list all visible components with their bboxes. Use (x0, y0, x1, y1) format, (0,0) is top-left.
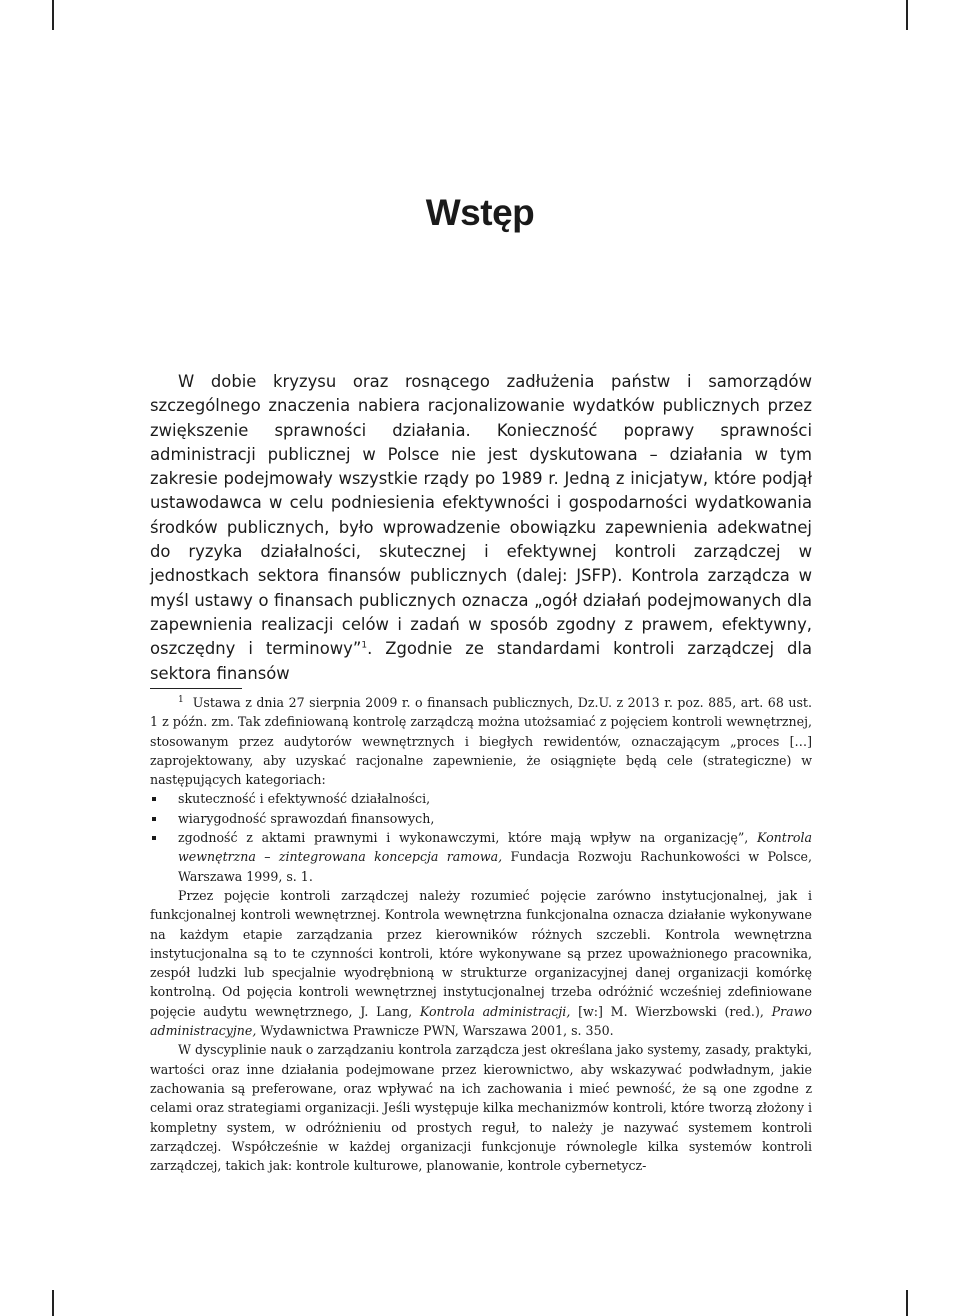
footnote-paragraph: Przez pojęcie kontroli zarządczej należy rozumieć pojęcie zarówno instytucjonalnej, jak i funkcjonalnej kontroli wewnętrznej. Kontrola wewnętrzna funkcjonalna oznacza działanie wykonywane na każdym etapie zarządzania przez kierowników różnych szczebli. Kontrola wewnętrzna instytucjonalna są to te czynności kontroli, które wykonywane są przez upoważnionego pracownika, zespół ludzki lub specjalnie wyodrębnioną w strukturze organizacyjnej danej organizacji komórkę kontrolną. Od pojęcia kontroli wewnętrznej instytucjonalnej trzeba odróżnić wcześniej zdefiniowane pojęcie audytu wewnętrznego, J. Lang, Kontrola administracji, [w:] M. Wierzbowski (red.), Prawo administracyjne, Wydawnictwa Prawnicze PWN, Warszawa 2001, s. 350. (150, 887, 812, 1039)
bullet-icon (152, 817, 156, 821)
main-paragraph-end: . Zgodnie ze standardami kontroli zarządczej dla sektora finansów (150, 639, 812, 683)
crop-mark (906, 1290, 908, 1316)
footnote-text: Ustawa z dnia 27 sierpnia 2009 r. o finansach publicznych, Dz.U. z 2013 r. poz. 885, art. 68 ust. 1 z późn. zm. Tak zdefiniowaną kontrolę zarządczą można utożsamiać z pojęciem kontroli wewnętrznej, stosowanym przez audytorów wewnętrznych i biegłych rewidentów, oznaczającym „proces […] zaprojektowany, aby uzyskać racjonalne zapewnienie, że osiągnięte będą cele (strategiczne) w następujących kategoriach: (150, 695, 812, 788)
footnote-separator (150, 688, 242, 689)
page-title: Wstęp (425, 192, 535, 233)
main-paragraph-text: W dobie kryzysu oraz rosnącego zadłużenia państw i samorządów szczególnego znaczenia nabiera racjonalizowanie wydatków publicznych przez zwiększenie sprawności działania. Konieczność poprawy sprawności administracji publicznej w Polsce nie jest dyskutowana – działania w tym zakresie podejmowały wszystkie rządy po 1989 r. Jedną z inicjatyw, które podjął ustawodawca w celu podniesienia efektywności i gospodarności wydatkowania środków publicznych, było wprowadzenie obowiązku zapewnienia adekwatnej do ryzyka działalności, skutecznej i efektywnej kontroli zarządczej w jednostkach sektora finansów publicznych (dalej: JSFP). Kontrola zarządcza w myśl ustawy o finansach publicznych oznacza „ogół działań podejmowanych dla zapewnienia realizacji celów i zadań w sposób zgodny z prawem, efektywny, oszczędny i terminowy” (150, 372, 812, 659)
footnote-number: 1 (178, 694, 184, 705)
footnote-paragraph (150, 693, 812, 789)
citation-title: Prawo administracyjne, (150, 1003, 812, 1039)
bullet-icon (152, 797, 156, 801)
crop-mark (52, 0, 54, 30)
bullet-icon (152, 836, 156, 840)
crop-mark (906, 0, 908, 30)
main-paragraph (150, 370, 812, 686)
footnote-reference: 1 (361, 640, 368, 651)
citation-title: Kontrola administracji, (419, 1003, 571, 1019)
list-item: wiarygodność sprawozdań finansowych, (150, 809, 812, 828)
list-item: zgodność z aktami prawnymi i wykonawczymi, które mają wpływ na organizację”, Kontrola wewnętrzna – zintegrowana koncepcja ramowa, Fundacja Rozwoju Rachunkowości w Polsce, Warszawa 1999, s. 1. (150, 828, 812, 886)
citation-title: Kontrola wewnętrzna – zintegrowana koncepcja ramowa, (178, 830, 812, 865)
main-text (150, 370, 812, 686)
footnote-paragraph: W dyscyplinie nauk o zarządzaniu kontrola zarządcza jest określana jako systemy, zasady, praktyki, wartości oraz inne działania podejmowane przez kierownictwo, aby wskazywać podwładnym, jakie zachowania są preferowane, oraz wpływać na ich zachowania i mieć pewność, że są one zgodne z celami oraz strategiami organizacji. Jeśli występuje kilka mechanizmów kontroli, które tworzą złożony i kompletny system, w odróżnieniu od prostych reguł, to należy je nazywać systemem kontroli zarządczej. Współcześnie w każdej organizacji funkcjonuje równolegle kilka systemów kontroli zarządczej, takich jak: kontrole kulturowe, planowanie, kontrole cybernetycz- (150, 1042, 812, 1174)
footnotes (150, 693, 812, 1175)
crop-mark (52, 1290, 54, 1316)
list-item: skuteczność i efektywność działalności, (150, 789, 812, 808)
footnote-list (150, 789, 812, 885)
